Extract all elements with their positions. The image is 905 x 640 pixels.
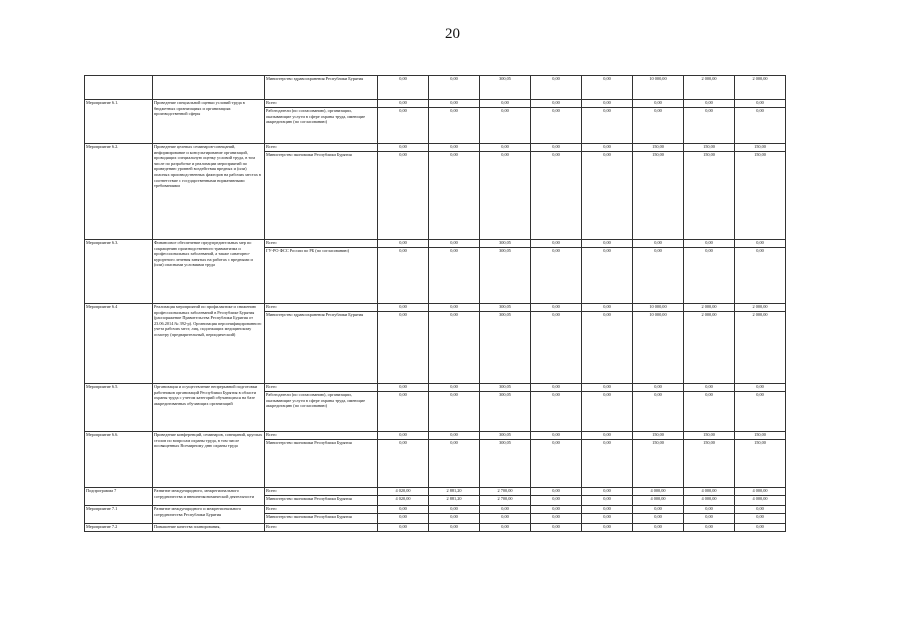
amount-cell: 150,00 [735, 144, 786, 152]
funding-source: Всего [265, 506, 378, 514]
amount-cell: 0,00 [480, 108, 531, 144]
amount-cell: 0,00 [531, 304, 582, 312]
amount-cell: 0,00 [378, 432, 429, 440]
amount-cell: 0,00 [378, 392, 429, 432]
amount-cell: 0,00 [684, 248, 735, 304]
amount-cell: 4 000,00 [633, 496, 684, 506]
amount-cell: 0,00 [429, 524, 480, 532]
amount-cell: 0,00 [429, 514, 480, 524]
amount-cell: 0,00 [735, 514, 786, 524]
funding-source: Министерство экономики Республики Бурятия [265, 514, 378, 524]
amount-cell: 0,00 [582, 392, 633, 432]
amount-cell: 0,00 [633, 108, 684, 144]
table-row [85, 240, 786, 248]
amount-cell: 0,00 [582, 304, 633, 312]
page-number: 20 [445, 26, 460, 42]
amount-cell: 0,00 [735, 248, 786, 304]
amount-cell: 0,00 [531, 100, 582, 108]
amount-cell: 0,00 [429, 248, 480, 304]
amount-cell: 0,00 [480, 506, 531, 514]
amount-cell: 0,00 [531, 440, 582, 488]
amount-cell: 0,00 [480, 524, 531, 532]
activity-title: Развитие международного, межрегионального сотрудничества и внешнеэкономической деятельности [153, 488, 265, 506]
amount-cell: 0,00 [378, 524, 429, 532]
amount-cell: 2 881,20 [429, 488, 480, 496]
table-row [85, 100, 786, 108]
amount-cell: 0,00 [378, 514, 429, 524]
amount-cell: 0,00 [480, 152, 531, 240]
amount-cell: 0,00 [531, 312, 582, 384]
amount-cell: 0,00 [633, 392, 684, 432]
amount-cell: 4 000,00 [684, 496, 735, 506]
activity-code: Мероприятие 6.3. [85, 240, 153, 304]
amount-cell: 0,00 [531, 384, 582, 392]
amount-cell: 4 020,00 [378, 496, 429, 506]
amount-cell: 150,00 [684, 152, 735, 240]
amount-cell: 150,00 [633, 152, 684, 240]
amount-cell: 0,00 [480, 144, 531, 152]
amount-cell: 0,00 [429, 144, 480, 152]
activity-code: Мероприятие 6.5. [85, 384, 153, 432]
amount-cell: 0,00 [531, 144, 582, 152]
amount-cell: 0,00 [429, 108, 480, 144]
amount-cell: 0,00 [378, 240, 429, 248]
amount-cell: 300,05 [480, 392, 531, 432]
amount-cell: 0,00 [684, 392, 735, 432]
amount-cell: 4 020,00 [378, 488, 429, 496]
table-row [85, 304, 786, 312]
amount-cell: 150,00 [735, 152, 786, 240]
amount-cell: 0,00 [531, 152, 582, 240]
funding-source: Всего [265, 240, 378, 248]
funding-source: ГУ-РО ФСС России по РБ (по согласованию) [265, 248, 378, 304]
amount-cell: 0,00 [378, 100, 429, 108]
amount-cell: 0,00 [582, 384, 633, 392]
amount-cell: 10 000,00 [633, 304, 684, 312]
activity-title: Проведение специальной оценки условий труда в бюджетных организациях и организациях производственной сферы [153, 100, 265, 144]
amount-cell: 0,00 [735, 392, 786, 432]
funding-source: Всего [265, 144, 378, 152]
amount-cell: 2 700,00 [480, 496, 531, 506]
amount-cell: 150,00 [684, 432, 735, 440]
amount-cell: 0,00 [582, 144, 633, 152]
amount-cell: 300,05 [480, 248, 531, 304]
amount-cell: 0,00 [429, 392, 480, 432]
activity-code: Мероприятие 6.1. [85, 100, 153, 144]
amount-cell: 0,00 [582, 248, 633, 304]
amount-cell: 150,00 [633, 144, 684, 152]
amount-cell: 0,00 [531, 108, 582, 144]
activity-title: Проведение целевых семинаров-совещаний, информирование и консультирование организаций, проводящих специальную оценку условий труда, в том числе по разработке и реализации мероприятий по приведению уровней воздействия вредных и (или) опасных производственных факторов на рабочих местах в соответствие с государственными нормативными требованиями [153, 144, 265, 240]
activity-code: Подпрограмма 7 [85, 488, 153, 506]
funding-source: Всего [265, 304, 378, 312]
amount-cell: 150,00 [684, 440, 735, 488]
amount-cell: 0,00 [735, 100, 786, 108]
amount-cell: 2 700,00 [480, 488, 531, 496]
amount-cell: 300,05 [480, 384, 531, 392]
activity-title: Проведение конференций, семинаров, совещаний, круглых столов по вопросам охраны труда, в том числе посвященных Всемирному дню охраны труда [153, 432, 265, 488]
amount-cell: 0,00 [582, 440, 633, 488]
amount-cell: 4 000,00 [735, 496, 786, 506]
amount-cell: 0,00 [429, 76, 480, 100]
budget-table [84, 75, 786, 532]
amount-cell: 10 000,00 [633, 312, 684, 384]
amount-cell: 300,05 [480, 312, 531, 384]
amount-cell: 0,00 [531, 524, 582, 532]
amount-cell: 0,00 [582, 152, 633, 240]
funding-source: Министерство экономики Республики Бурятия [265, 440, 378, 488]
amount-cell: 0,00 [378, 312, 429, 384]
funding-source: Министерство здравоохранения Республики Бурятия [265, 312, 378, 384]
activity-title: Организация и осуществление непрерывной подготовки работников организаций Республики Бурятия в области охраны труда с учетом категорий обучающихся на базе аккредитованных обучающих организаций [153, 384, 265, 432]
amount-cell: 0,00 [582, 506, 633, 514]
amount-cell: 0,00 [735, 108, 786, 144]
activity-code: Мероприятие 7.2 [85, 524, 153, 532]
amount-cell: 150,00 [633, 432, 684, 440]
table-row [85, 144, 786, 152]
activity-code: Мероприятие 6.6. [85, 432, 153, 488]
amount-cell: 0,00 [429, 384, 480, 392]
amount-cell: 0,00 [531, 240, 582, 248]
amount-cell: 0,00 [582, 524, 633, 532]
amount-cell: 150,00 [735, 432, 786, 440]
amount-cell: 0,00 [429, 440, 480, 488]
table-row [85, 384, 786, 392]
amount-cell: 0,00 [633, 524, 684, 532]
amount-cell: 0,00 [684, 514, 735, 524]
activity-title: Реализация мероприятий по профилактике и снижению профессиональных заболеваний в Республике Бурятия (распоряжение Правительства Республики Бурятия от 23.06.2014 № 392-р). Организация персонифицированного учета рабочих мест, лиц, подлежащих медицинскому осмотру (предварительный, периодический) [153, 304, 265, 384]
amount-cell: 300,05 [480, 304, 531, 312]
amount-cell: 0,00 [378, 76, 429, 100]
amount-cell: 2 881,20 [429, 496, 480, 506]
amount-cell: 0,00 [633, 506, 684, 514]
amount-cell: 150,00 [735, 440, 786, 488]
amount-cell: 4 000,00 [684, 488, 735, 496]
amount-cell: 2 000,00 [735, 312, 786, 384]
amount-cell: 0,00 [378, 506, 429, 514]
activity-title: Повышение качества планирования, [153, 524, 265, 532]
table-row [85, 488, 786, 496]
amount-cell: 300,05 [480, 240, 531, 248]
amount-cell: 0,00 [531, 392, 582, 432]
amount-cell: 0,00 [531, 76, 582, 100]
activity-code: Мероприятие 6.4 [85, 304, 153, 384]
amount-cell: 0,00 [429, 312, 480, 384]
amount-cell: 2 000,00 [735, 304, 786, 312]
amount-cell: 0,00 [429, 240, 480, 248]
amount-cell: 0,00 [633, 514, 684, 524]
amount-cell: 0,00 [684, 524, 735, 532]
amount-cell: 0,00 [378, 384, 429, 392]
amount-cell: 0,00 [684, 240, 735, 248]
amount-cell: 0,00 [582, 312, 633, 384]
amount-cell: 0,00 [531, 432, 582, 440]
amount-cell: 0,00 [633, 384, 684, 392]
amount-cell: 0,00 [531, 488, 582, 496]
amount-cell: 0,00 [531, 514, 582, 524]
amount-cell: 0,00 [429, 152, 480, 240]
amount-cell: 2 000,00 [735, 76, 786, 100]
amount-cell: 4 000,00 [735, 488, 786, 496]
amount-cell: 2 000,00 [684, 304, 735, 312]
amount-cell: 300,05 [480, 432, 531, 440]
amount-cell: 0,00 [582, 488, 633, 496]
amount-cell: 0,00 [684, 108, 735, 144]
amount-cell: 300,05 [480, 76, 531, 100]
amount-cell: 0,00 [633, 240, 684, 248]
funding-source: Министерство экономики Республики Бурятия [265, 496, 378, 506]
amount-cell: 0,00 [378, 304, 429, 312]
funding-source: Всего [265, 432, 378, 440]
table-body [85, 76, 786, 532]
amount-cell: 4 000,00 [633, 488, 684, 496]
amount-cell: 0,00 [378, 108, 429, 144]
amount-cell: 0,00 [378, 440, 429, 488]
amount-cell: 0,00 [429, 100, 480, 108]
amount-cell: 0,00 [531, 506, 582, 514]
amount-cell: 2 000,00 [684, 76, 735, 100]
amount-cell: 0,00 [633, 248, 684, 304]
amount-cell: 0,00 [429, 506, 480, 514]
amount-cell: 2 000,00 [684, 312, 735, 384]
amount-cell: 150,00 [684, 144, 735, 152]
amount-cell: 0,00 [633, 100, 684, 108]
amount-cell: 0,00 [684, 100, 735, 108]
funding-source: Министерство здравоохранения Республики Бурятия [265, 76, 378, 100]
funding-source: Всего [265, 488, 378, 496]
amount-cell: 0,00 [735, 240, 786, 248]
activity-title [153, 76, 265, 100]
funding-source: Работодатели (по согласованию), организации, оказывающие услуги в сфере охраны труда, имеющие аккредитацию (по согласованию) [265, 108, 378, 144]
amount-cell: 0,00 [582, 76, 633, 100]
table-row [85, 506, 786, 514]
funding-source: Работодатели (по согласованию), организации, оказывающие услуги в сфере охраны труда, имеющие аккредитацию (по согласованию) [265, 392, 378, 432]
amount-cell: 300,05 [480, 440, 531, 488]
amount-cell: 0,00 [582, 240, 633, 248]
activity-title: Развитие международного и межрегионального сотрудничества Республики Бурятия [153, 506, 265, 524]
amount-cell: 0,00 [582, 496, 633, 506]
activity-title: Финансовое обеспечение предупредительных мер по сокращению производственного травматизма и профессиональных заболеваний, а также санаторно-курортного лечения занятых на работах с вредными и (или) опасными условиями труда [153, 240, 265, 304]
amount-cell: 0,00 [684, 506, 735, 514]
amount-cell: 0,00 [582, 514, 633, 524]
funding-source: Всего [265, 524, 378, 532]
amount-cell: 0,00 [429, 432, 480, 440]
amount-cell: 10 000,00 [633, 76, 684, 100]
table-row [85, 524, 786, 532]
amount-cell: 0,00 [684, 384, 735, 392]
amount-cell: 150,00 [633, 440, 684, 488]
amount-cell: 0,00 [531, 496, 582, 506]
amount-cell: 0,00 [378, 144, 429, 152]
amount-cell: 0,00 [735, 384, 786, 392]
amount-cell: 0,00 [582, 100, 633, 108]
funding-source: Всего [265, 384, 378, 392]
table-row [85, 76, 786, 100]
activity-code: Мероприятие 6.2. [85, 144, 153, 240]
amount-cell: 0,00 [429, 304, 480, 312]
activity-code [85, 76, 153, 100]
table-row [85, 432, 786, 440]
amount-cell: 0,00 [582, 108, 633, 144]
amount-cell: 0,00 [735, 524, 786, 532]
amount-cell: 0,00 [378, 152, 429, 240]
funding-source: Всего [265, 100, 378, 108]
amount-cell: 0,00 [531, 248, 582, 304]
amount-cell: 0,00 [582, 432, 633, 440]
amount-cell: 0,00 [735, 506, 786, 514]
amount-cell: 0,00 [480, 100, 531, 108]
amount-cell: 0,00 [378, 248, 429, 304]
amount-cell: 0,00 [480, 514, 531, 524]
funding-source: Министерство экономики Республики Бурятия [265, 152, 378, 240]
activity-code: Мероприятие 7.1 [85, 506, 153, 524]
